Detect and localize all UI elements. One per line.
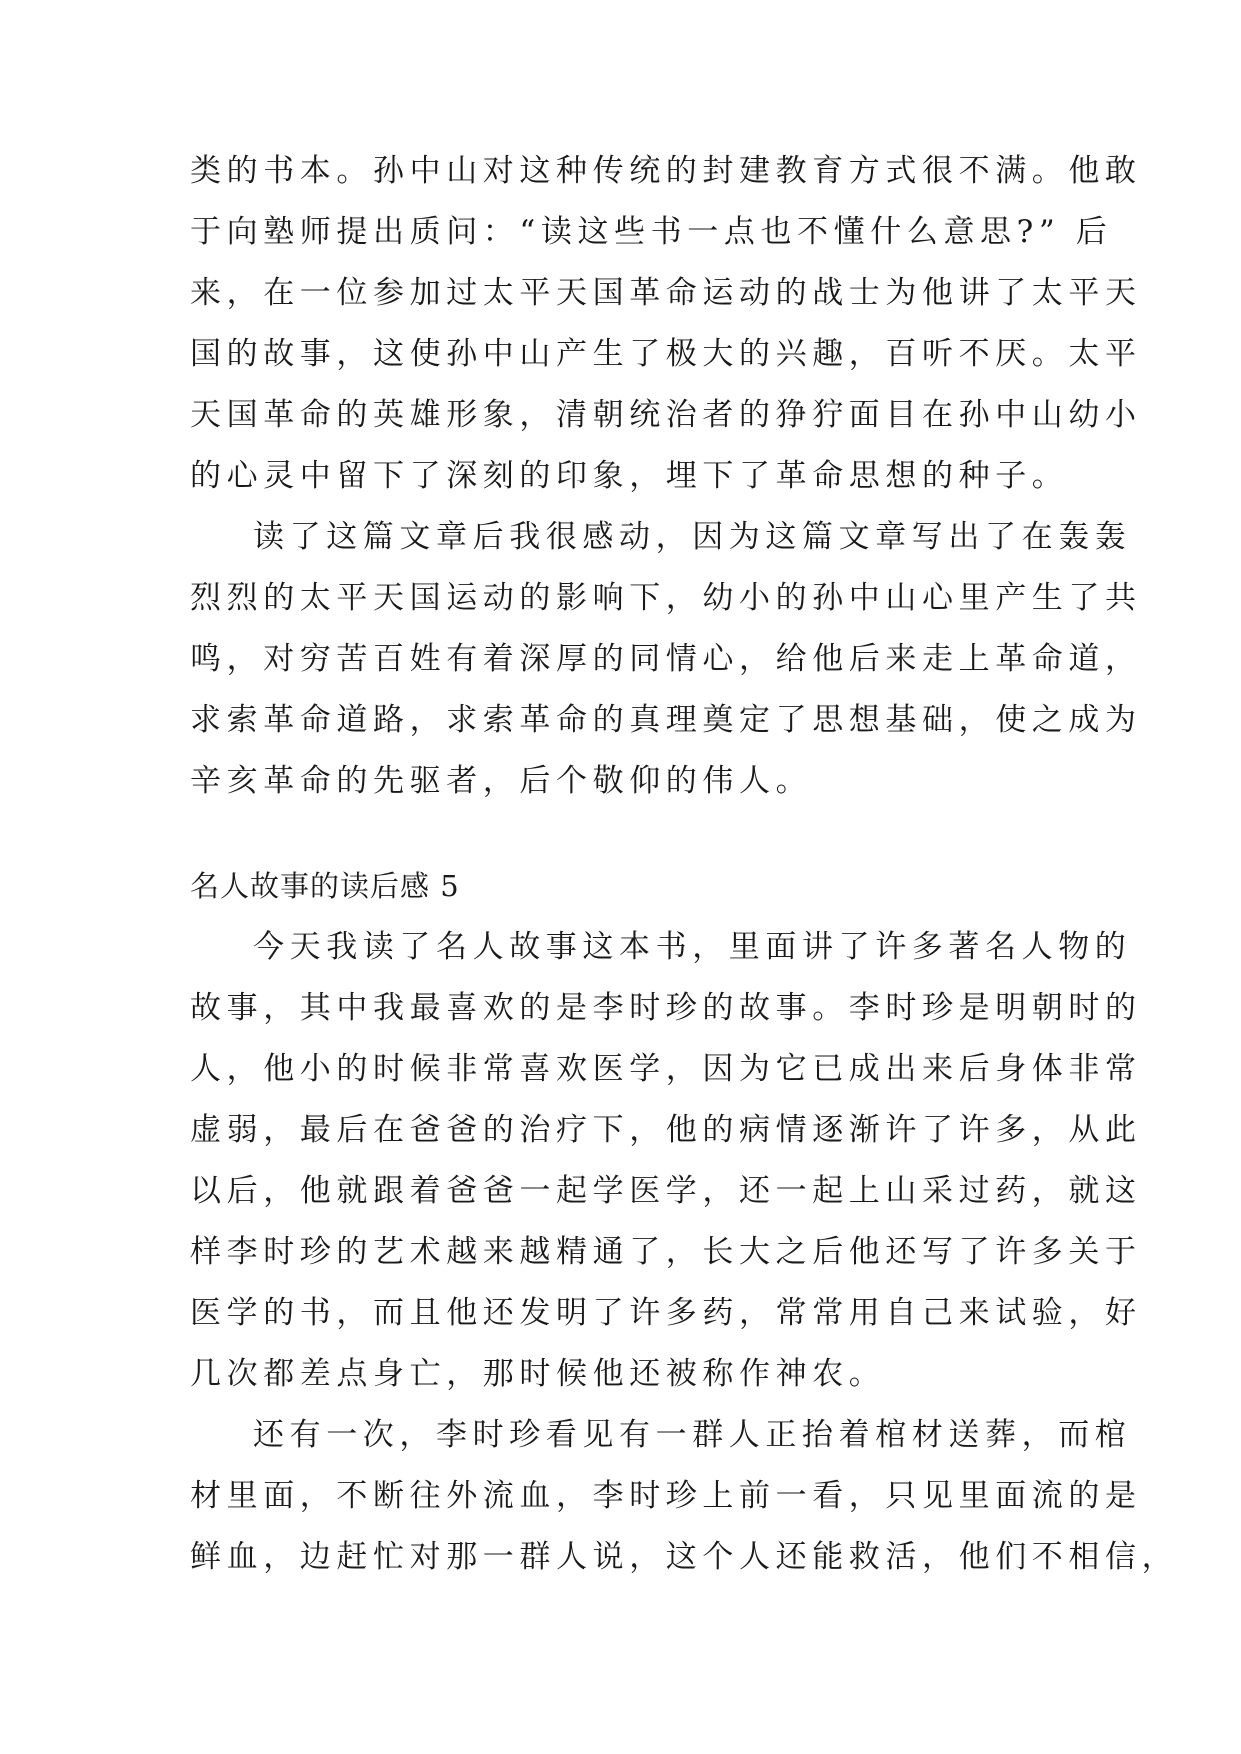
section-heading: 名人故事的读后感 5 [190, 869, 460, 903]
paragraph-line: 几次都差点身亡，那时候他还被称作神农。 [190, 1356, 886, 1392]
paragraph-line: 的心灵中留下了深刻的印象，埋下了革命思想的种子。 [190, 458, 1069, 494]
paragraph-line: 人，他小的时候非常喜欢医学，因为它已成出来后身体非常 [190, 1051, 1142, 1087]
paragraph-line: 以后，他就跟着爸爸一起学医学，还一起上山采过药，就这 [190, 1173, 1142, 1209]
paragraph-line: 样李时珍的艺术越来越精通了，长大之后他还写了许多关于 [190, 1234, 1142, 1270]
paragraph-line: 来，在一位参加过太平天国革命运动的战士为他讲了太平天 [190, 275, 1142, 311]
paragraph-line: 医学的书，而且他还发明了许多药，常常用自己来试验，好 [190, 1295, 1142, 1331]
paragraph-line: 还有一次，李时珍看见有一群人正抬着棺材送葬，而棺 [253, 1417, 1132, 1453]
paragraph-line: 国的故事，这使孙中山产生了极大的兴趣，百听不厌。太平 [190, 336, 1142, 372]
paragraph-line: 今天我读了名人故事这本书，里面讲了许多著名人物的 [253, 929, 1132, 965]
paragraph-line: 类的书本。孙中山对这种传统的封建教育方式很不满。他敢 [190, 153, 1142, 189]
paragraph-line: 于向塾师提出质问：“读这些书一点也不懂什么意思?” 后 [190, 214, 1113, 250]
paragraph-line: 读了这篇文章后我很感动，因为这篇文章写出了在轰轰 [253, 519, 1132, 555]
paragraph-line: 烈烈的太平天国运动的影响下，幼小的孙中山心里产生了共 [190, 580, 1142, 616]
paragraph-line: 故事，其中我最喜欢的是李时珍的故事。李时珍是明朝时的 [190, 990, 1142, 1026]
paragraph-line: 鸣，对穷苦百姓有着深厚的同情心，给他后来走上革命道， [190, 641, 1142, 677]
paragraph-line: 天国革命的英雄形象，清朝统治者的狰狞面目在孙中山幼小 [190, 397, 1142, 433]
paragraph-line: 虚弱，最后在爸爸的治疗下，他的病情逐渐许了许多，从此 [190, 1112, 1142, 1148]
paragraph-line: 鲜血，边赶忙对那一群人说，这个人还能救活，他们不相信， [190, 1539, 1179, 1575]
paragraph-line: 辛亥革命的先驱者，后个敬仰的伟人。 [190, 763, 813, 799]
paragraph-line: 材里面，不断往外流血，李时珍上前一看，只见里面流的是 [190, 1478, 1142, 1514]
paragraph-line: 求索革命道路，求索革命的真理奠定了思想基础，使之成为 [190, 702, 1142, 738]
